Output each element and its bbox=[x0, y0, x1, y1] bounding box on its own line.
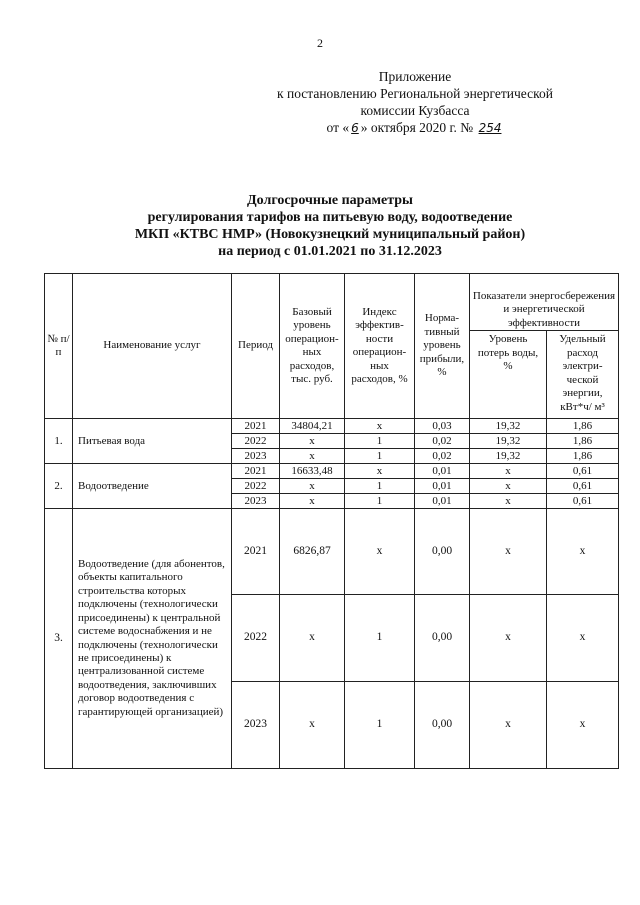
cell-index: 1 bbox=[345, 479, 415, 494]
cell-norm: 0,00 bbox=[415, 509, 470, 595]
appendix-date-line bbox=[250, 119, 580, 137]
cell-norm: 0,03 bbox=[415, 419, 470, 434]
row-service-name: Водоотведение bbox=[73, 464, 232, 509]
cell-norm: 0,00 bbox=[415, 682, 470, 769]
cell-loss: х bbox=[470, 595, 547, 682]
title-line-1: Долгосрочные параметры bbox=[247, 193, 413, 208]
header-num: № п/п bbox=[45, 274, 73, 419]
appendix-block bbox=[250, 68, 580, 137]
date-prefix: от « bbox=[326, 120, 350, 135]
cell-base: 34804,21 bbox=[280, 419, 345, 434]
appendix-resolution: к постановлению Региональной энергетической bbox=[277, 86, 553, 101]
header-period: Период bbox=[232, 274, 280, 419]
cell-index: 1 bbox=[345, 494, 415, 509]
cell-consumption: 0,61 bbox=[547, 494, 619, 509]
cell-loss: 19,32 bbox=[470, 449, 547, 464]
table-row bbox=[45, 464, 619, 479]
row-num: 3. bbox=[45, 509, 73, 769]
row-num: 1. bbox=[45, 419, 73, 464]
cell-consumption: 1,86 bbox=[547, 434, 619, 449]
cell-index: 1 bbox=[345, 595, 415, 682]
cell-base: 16633,48 bbox=[280, 464, 345, 479]
doc-number-handwritten: 254 bbox=[478, 121, 502, 135]
cell-consumption: х bbox=[547, 682, 619, 769]
cell-year: 2021 bbox=[232, 509, 280, 595]
cell-year: 2023 bbox=[232, 449, 280, 464]
row-service-name: Водоотведение (для абонентов, объекты капитального строительства которых подключены (технологически присоединены) к центральной системе водоснабжения и не подключены (технологически не присоединены) к централизованной системе водоотведения, заключивших договор водоотведения с гарантирующей организацией) bbox=[73, 509, 232, 769]
cell-year: 2022 bbox=[232, 479, 280, 494]
appendix-heading: Приложение bbox=[378, 69, 452, 84]
cell-base: х bbox=[280, 449, 345, 464]
cell-year: 2022 bbox=[232, 595, 280, 682]
title-line-4: на период с 01.01.2021 по 31.12.2023 bbox=[218, 244, 442, 259]
tariff-parameters-table bbox=[44, 273, 619, 769]
cell-index: 1 bbox=[345, 434, 415, 449]
header-base: Базовый уровень операцион-ных расходов, тыс. руб. bbox=[280, 274, 345, 419]
cell-loss: х bbox=[470, 464, 547, 479]
date-day-handwritten: 6 bbox=[351, 121, 359, 135]
title-line-3: МКП «КТВС НМР» (Новокузнецкий муниципальный район) bbox=[134, 227, 526, 242]
cell-base: х bbox=[280, 494, 345, 509]
table-row bbox=[45, 509, 619, 595]
cell-base: 6826,87 bbox=[280, 509, 345, 595]
appendix-commission: комиссии Кузбасса bbox=[360, 103, 470, 118]
cell-consumption: х bbox=[547, 509, 619, 595]
cell-loss: х bbox=[470, 494, 547, 509]
title-line-2: регулирования тарифов на питьевую воду, водоотведение bbox=[147, 210, 513, 225]
row-num: 2. bbox=[45, 464, 73, 509]
cell-index: 1 bbox=[345, 682, 415, 769]
date-month-year: » октября 2020 г. № bbox=[360, 120, 474, 135]
cell-loss: х bbox=[470, 682, 547, 769]
cell-consumption: 0,61 bbox=[547, 479, 619, 494]
cell-consumption: 1,86 bbox=[547, 449, 619, 464]
cell-index: х bbox=[345, 419, 415, 434]
cell-year: 2021 bbox=[232, 464, 280, 479]
cell-base: х bbox=[280, 682, 345, 769]
cell-base: х bbox=[280, 479, 345, 494]
cell-loss: х bbox=[470, 479, 547, 494]
page-number: 2 bbox=[317, 36, 323, 50]
cell-norm: 0,01 bbox=[415, 479, 470, 494]
cell-norm: 0,02 bbox=[415, 449, 470, 464]
cell-year: 2023 bbox=[232, 494, 280, 509]
header-norm: Норма-тивный уровень прибыли, % bbox=[415, 274, 470, 419]
cell-loss: 19,32 bbox=[470, 434, 547, 449]
header-loss: Уровень потерь воды, % bbox=[470, 331, 547, 419]
document-title bbox=[80, 192, 580, 260]
cell-norm: 0,00 bbox=[415, 595, 470, 682]
cell-consumption: 1,86 bbox=[547, 419, 619, 434]
cell-norm: 0,02 bbox=[415, 434, 470, 449]
cell-norm: 0,01 bbox=[415, 464, 470, 479]
cell-year: 2022 bbox=[232, 434, 280, 449]
cell-consumption: 0,61 bbox=[547, 464, 619, 479]
header-index: Индекс эффектив-ности операцион-ных расходов, % bbox=[345, 274, 415, 419]
row-service-name: Питьевая вода bbox=[73, 419, 232, 464]
table-row bbox=[45, 419, 619, 434]
cell-norm: 0,01 bbox=[415, 494, 470, 509]
cell-index: х bbox=[345, 464, 415, 479]
cell-year: 2023 bbox=[232, 682, 280, 769]
cell-loss: х bbox=[470, 509, 547, 595]
cell-base: х bbox=[280, 434, 345, 449]
cell-consumption: х bbox=[547, 595, 619, 682]
header-name: Наименование услуг bbox=[73, 274, 232, 419]
cell-loss: 19,32 bbox=[470, 419, 547, 434]
cell-index: х bbox=[345, 509, 415, 595]
cell-base: х bbox=[280, 595, 345, 682]
header-consumption: Удельный расход электри-ческой энергии, кВт*ч/ м³ bbox=[547, 331, 619, 419]
header-energy-group: Показатели энергосбережения и энергетической эффективности bbox=[470, 274, 619, 331]
cell-index: 1 bbox=[345, 449, 415, 464]
cell-year: 2021 bbox=[232, 419, 280, 434]
